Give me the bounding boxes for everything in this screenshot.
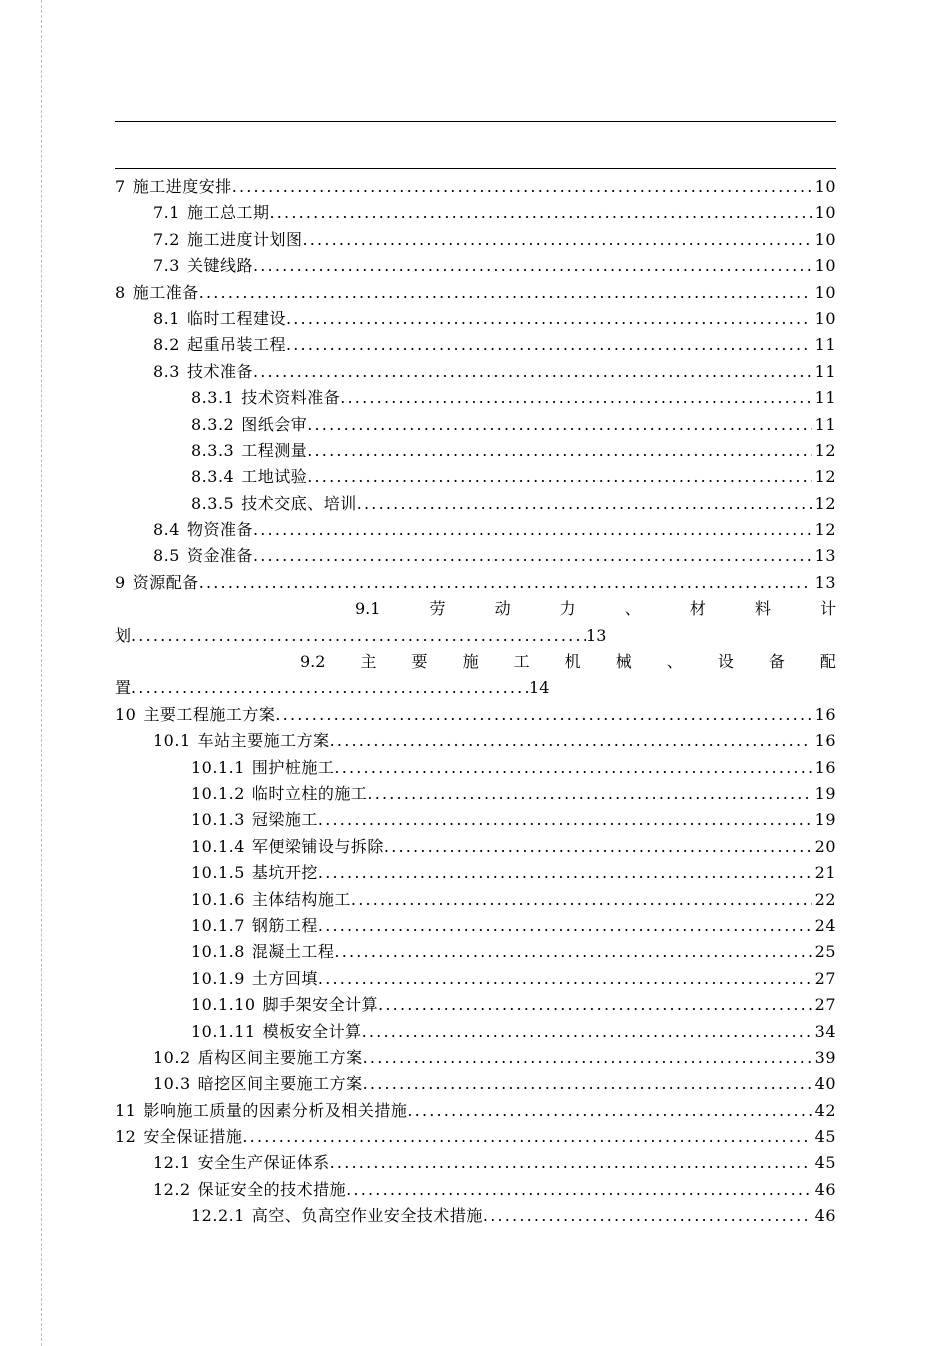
toc-entry-number: 10.1.8 xyxy=(191,942,245,962)
toc-top-rule xyxy=(115,168,836,169)
toc-entry-title: 起重吊装工程 xyxy=(186,335,286,355)
toc-entry-title: 模板安全计算 xyxy=(262,1021,362,1041)
toc-entry[interactable] xyxy=(115,332,836,358)
toc-leader-dots xyxy=(340,385,811,411)
toc-entry-page: 14 xyxy=(529,678,550,698)
toc-entry-page: 10 xyxy=(814,229,836,249)
toc-entry-number: 12 xyxy=(115,1127,137,1147)
toc-entry-title: 混凝土工程 xyxy=(251,942,335,962)
toc-entry-title: 脚手架安全计算 xyxy=(262,995,379,1015)
toc-entry-page: 45 xyxy=(814,1127,836,1147)
toc-entry-title: 暗挖区间主要施工方案 xyxy=(197,1074,363,1094)
toc-entry-number: 8.3.1 xyxy=(191,388,235,408)
toc-leader-dots xyxy=(318,860,812,886)
toc-entry-title: 车站主要施工方案 xyxy=(197,731,330,751)
toc-entry-title: 安全生产保证体系 xyxy=(197,1153,330,1173)
toc-entry[interactable] xyxy=(115,887,836,913)
toc-entry-page: 45 xyxy=(814,1153,836,1173)
toc-entry[interactable] xyxy=(115,781,836,807)
toc-entry-page: 46 xyxy=(814,1179,836,1199)
toc-entry-page: 10 xyxy=(814,282,836,302)
toc-entry-page: 39 xyxy=(814,1047,836,1067)
toc-entry-number: 10.1.1 xyxy=(191,757,245,777)
toc-entry-number: 10.1.5 xyxy=(191,863,245,883)
toc-leader-dots xyxy=(302,227,811,253)
toc-entry-number: 7.1 xyxy=(153,203,180,223)
toc-entry-title-char: 配 xyxy=(819,652,836,672)
toc-entry-number: 8.3 xyxy=(153,361,180,381)
toc-leader-dots xyxy=(286,306,812,332)
toc-leader-dots xyxy=(269,200,811,226)
toc-entry-number: 8.3.3 xyxy=(191,440,235,460)
toc-entry-page: 13 xyxy=(814,546,836,566)
toc-entry-page: 12 xyxy=(814,440,836,460)
toc-entry-page: 16 xyxy=(814,757,836,777)
toc-entry[interactable] xyxy=(115,280,836,306)
toc-entry-number: 8.3.4 xyxy=(191,467,235,487)
toc-entry[interactable] xyxy=(115,966,836,992)
toc-entry-title: 冠梁施工 xyxy=(251,810,318,830)
toc-leader-dots xyxy=(275,702,811,728)
toc-entry-title: 军便梁铺设与拆除 xyxy=(251,836,384,856)
toc-entry[interactable] xyxy=(115,438,836,464)
toc-entry-number: 8.1 xyxy=(153,308,180,328)
toc-entry[interactable] xyxy=(115,1203,836,1229)
toc-entry-title: 技术准备 xyxy=(186,361,253,381)
toc-entry-page: 12 xyxy=(814,467,836,487)
toc-leader-dots xyxy=(318,807,812,833)
toc-entry-title-char: 计 xyxy=(819,599,836,619)
toc-entry-number: 10.2 xyxy=(153,1047,191,1067)
toc-entry[interactable] xyxy=(115,860,836,886)
toc-entry-number: 9.2 xyxy=(300,652,326,672)
toc-entry[interactable] xyxy=(115,464,836,490)
toc-entry-number: 8.2 xyxy=(153,335,180,355)
toc-entry[interactable] xyxy=(115,1019,836,1045)
toc-entry[interactable] xyxy=(115,1071,836,1097)
toc-entry[interactable] xyxy=(115,1177,836,1203)
toc-entry-number: 8.4 xyxy=(153,520,180,540)
toc-leader-dots xyxy=(286,332,812,358)
toc-entry-page: 10 xyxy=(814,203,836,223)
toc-entry-wrapped-tail xyxy=(115,675,836,701)
toc-entry-title-char: 要 xyxy=(411,652,428,672)
toc-entry-page: 21 xyxy=(814,863,836,883)
toc-leader-dots xyxy=(307,412,811,438)
toc-entry-title: 保证安全的技术措施 xyxy=(197,1179,347,1199)
toc-entry-number: 12.2.1 xyxy=(191,1206,245,1226)
toc-entry[interactable] xyxy=(115,543,836,569)
toc-leader-dots xyxy=(330,1150,812,1176)
toc-entry-page: 40 xyxy=(814,1074,836,1094)
toc-entry[interactable] xyxy=(115,174,836,200)
toc-entry-number: 9 xyxy=(115,572,126,592)
toc-entry[interactable] xyxy=(115,491,836,517)
toc-entry-page: 27 xyxy=(814,995,836,1015)
toc-entry-number: 12.1 xyxy=(153,1153,191,1173)
toc-entry[interactable] xyxy=(115,834,836,860)
toc-leader-dots xyxy=(407,1098,811,1124)
toc-leader-dots xyxy=(253,543,812,569)
toc-entry-title-tail: 划 xyxy=(115,625,132,645)
toc-entry-page: 24 xyxy=(814,915,836,935)
toc-entry-number: 9.1 xyxy=(355,599,381,619)
toc-entry[interactable] xyxy=(115,570,836,596)
toc-entry-page: 11 xyxy=(814,388,836,408)
toc-entry[interactable] xyxy=(115,412,836,438)
toc-entry-title-char: 备 xyxy=(768,652,785,672)
toc-entry-page: 10 xyxy=(814,308,836,328)
toc-entry[interactable] xyxy=(115,227,836,253)
toc-entry-wrapped-tail xyxy=(115,623,836,649)
toc-entry-title-char: 工 xyxy=(513,652,530,672)
toc-entry-title-char: 劳 xyxy=(429,599,446,619)
toc-entry-title-char: 动 xyxy=(494,599,511,619)
toc-entry-page: 12 xyxy=(814,520,836,540)
toc-entry-number: 10.1.3 xyxy=(191,810,245,830)
toc-entry[interactable] xyxy=(115,253,836,279)
toc-entry-page: 42 xyxy=(814,1100,836,1120)
toc-entry-title-char: 力 xyxy=(559,599,576,619)
toc-entry-wrapped-line xyxy=(115,649,836,675)
toc-entry-title: 钢筋工程 xyxy=(251,915,318,935)
toc-leader-dots xyxy=(307,464,811,490)
toc-leader-dots xyxy=(363,1071,812,1097)
toc-entry-page: 13 xyxy=(814,572,836,592)
toc-entry[interactable] xyxy=(115,517,836,543)
toc-leader-dots xyxy=(363,1045,812,1071)
toc-entry-title: 关键线路 xyxy=(186,256,253,276)
toc-entry-title: 基坑开挖 xyxy=(251,863,318,883)
toc-entry-number: 11 xyxy=(115,1100,137,1120)
toc-entry-title-char: 主 xyxy=(360,652,377,672)
toc-entry-title: 盾构区间主要施工方案 xyxy=(197,1047,363,1067)
toc-entry-number: 10.1.6 xyxy=(191,889,245,909)
toc-entry-title: 土方回填 xyxy=(251,968,318,988)
page-margin-guide xyxy=(41,0,42,1346)
toc-entry[interactable] xyxy=(115,1045,836,1071)
toc-entry-number: 8.5 xyxy=(153,546,180,566)
toc-entry-number: 10.1.7 xyxy=(191,915,245,935)
toc-entry-page: 25 xyxy=(814,942,836,962)
toc-leader-dots xyxy=(199,570,812,596)
toc-entry-page: 19 xyxy=(814,783,836,803)
toc-entry-title: 施工进度计划图 xyxy=(186,229,303,249)
toc-leader-dots xyxy=(346,1177,812,1203)
toc-entry-page: 13 xyxy=(586,625,607,645)
toc-entry-title: 主体结构施工 xyxy=(251,889,351,909)
toc-entry-number: 7.3 xyxy=(153,256,180,276)
toc-leader-dots xyxy=(483,1203,812,1229)
toc-entry-page: 19 xyxy=(814,810,836,830)
toc-entry-number: 12.2 xyxy=(153,1179,191,1199)
toc-entry[interactable] xyxy=(115,807,836,833)
toc-entry-title-char: 械 xyxy=(615,652,632,672)
toc-entry-title-char: 设 xyxy=(717,652,734,672)
toc-entry-number: 10.1.10 xyxy=(191,995,256,1015)
toc-entry-title: 图纸会审 xyxy=(241,414,308,434)
toc-entry[interactable] xyxy=(115,755,836,781)
toc-entry[interactable] xyxy=(115,1150,836,1176)
toc-entry-page: 46 xyxy=(814,1206,836,1226)
toc-entry-page: 27 xyxy=(814,968,836,988)
toc-entry-title-char: 料 xyxy=(754,599,771,619)
toc-leader-dots xyxy=(253,253,812,279)
toc-entry[interactable] xyxy=(115,702,836,728)
toc-entry-page: 22 xyxy=(814,889,836,909)
toc-entry-number: 10.3 xyxy=(153,1074,191,1094)
toc-entry-title: 高空、负高空作业安全技术措施 xyxy=(251,1206,483,1226)
toc-leader-dots xyxy=(131,675,529,701)
toc-entry[interactable] xyxy=(115,728,836,754)
toc-entry[interactable] xyxy=(115,992,836,1018)
toc-entry-title: 施工总工期 xyxy=(186,203,270,223)
toc-leader-dots xyxy=(334,755,811,781)
toc-entry-title: 影响施工质量的因素分析及相关措施 xyxy=(143,1100,408,1120)
toc-entry-wrapped-line xyxy=(115,596,836,622)
toc-entry-title-char: 施 xyxy=(462,652,479,672)
toc-entry[interactable] xyxy=(115,1124,836,1150)
toc-leader-dots xyxy=(242,1124,811,1150)
toc-entry-number: 8 xyxy=(115,282,126,302)
toc-leader-dots xyxy=(253,517,812,543)
toc-entry[interactable] xyxy=(115,306,836,332)
toc-entry-title: 资金准备 xyxy=(186,546,253,566)
toc-entry-title: 安全保证措施 xyxy=(143,1127,243,1147)
toc-entry[interactable] xyxy=(115,1098,836,1124)
toc-leader-dots xyxy=(318,913,812,939)
toc-leader-dots xyxy=(362,1019,812,1045)
toc-entry-title: 技术资料准备 xyxy=(241,388,341,408)
toc-entry-number: 8.3.5 xyxy=(191,493,235,513)
toc-entry-number: 7 xyxy=(115,177,126,196)
toc-entry-9-2[interactable] xyxy=(115,649,836,702)
toc-entry[interactable] xyxy=(115,359,836,385)
toc-entry-title-char: 、 xyxy=(624,599,641,619)
toc-entry-page: 11 xyxy=(814,361,836,381)
toc-entry-page: 34 xyxy=(814,1021,836,1041)
toc-entry-title: 资源配备 xyxy=(132,572,199,592)
toc-group-a xyxy=(115,174,836,596)
toc-entry-title: 工地试验 xyxy=(241,467,308,487)
toc-leader-dots xyxy=(351,887,812,913)
toc-leader-dots xyxy=(253,359,812,385)
toc-entry-page: 16 xyxy=(814,731,836,751)
toc-entry-title: 主要工程施工方案 xyxy=(143,704,276,724)
toc-leader-dots xyxy=(334,939,811,965)
toc-entry[interactable] xyxy=(115,939,836,965)
toc-entry-number: 10.1.9 xyxy=(191,968,245,988)
toc-leader-dots xyxy=(199,280,812,306)
toc-entry-title: 施工进度安排 xyxy=(132,177,232,196)
toc-leader-dots xyxy=(131,623,586,649)
toc-entry-number: 10.1.4 xyxy=(191,836,245,856)
toc-leader-dots xyxy=(367,781,811,807)
toc-entry-title: 临时工程建设 xyxy=(186,308,286,328)
toc-entry-number: 10.1 xyxy=(153,731,191,751)
toc-leader-dots xyxy=(384,834,812,860)
header-rule xyxy=(115,121,836,122)
toc-entry-page: 10 xyxy=(814,177,836,196)
toc-entry-title: 技术交底、培训 xyxy=(241,493,357,513)
toc-entry-page: 12 xyxy=(814,493,836,513)
toc-leader-dots xyxy=(307,438,811,464)
toc-entry-title: 工程测量 xyxy=(241,440,308,460)
toc-entry-number: 10 xyxy=(115,704,137,724)
toc-entry-9-1[interactable] xyxy=(115,596,836,649)
toc-entry-title: 围护桩施工 xyxy=(251,757,335,777)
toc-entry-page: 11 xyxy=(814,414,836,434)
toc-entry-number: 8.3.2 xyxy=(191,414,235,434)
toc-entry-page: 16 xyxy=(814,704,836,724)
toc-leader-dots xyxy=(357,491,812,517)
toc-entry-title: 施工准备 xyxy=(132,282,199,302)
toc-entry[interactable] xyxy=(115,385,836,411)
toc-entry-title-tail: 置 xyxy=(115,678,132,698)
table-of-contents xyxy=(115,174,836,1230)
toc-entry-title-char: 机 xyxy=(564,652,581,672)
toc-leader-dots xyxy=(330,728,812,754)
toc-entry-title: 临时立柱的施工 xyxy=(251,783,368,803)
toc-entry-title-char: 材 xyxy=(689,599,706,619)
toc-entry-page: 20 xyxy=(814,836,836,856)
toc-entry-title: 物资准备 xyxy=(186,520,253,540)
toc-entry-title-char: 、 xyxy=(666,652,683,672)
toc-entry-page: 10 xyxy=(814,256,836,276)
toc-group-b xyxy=(115,702,836,1230)
toc-entry[interactable] xyxy=(115,200,836,226)
toc-entry-number: 10.1.2 xyxy=(191,783,245,803)
toc-entry[interactable] xyxy=(115,913,836,939)
toc-entry-number: 7.2 xyxy=(153,229,180,249)
toc-entry-number: 10.1.11 xyxy=(191,1021,256,1041)
toc-leader-dots xyxy=(232,174,812,200)
toc-leader-dots xyxy=(378,992,812,1018)
toc-leader-dots xyxy=(318,966,812,992)
toc-entry-page: 11 xyxy=(814,335,836,355)
